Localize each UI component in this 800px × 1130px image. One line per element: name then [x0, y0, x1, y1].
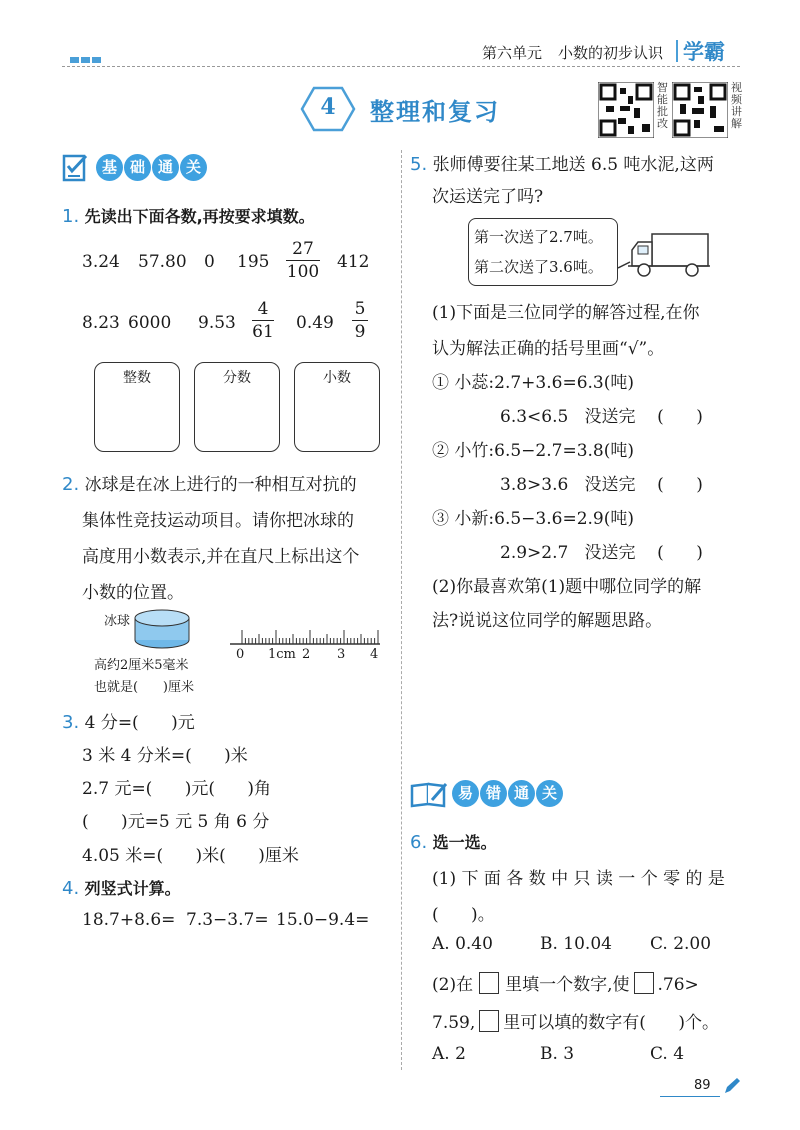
- q6-option[interactable]: C. 4: [650, 1044, 685, 1064]
- q6-part1: (1) 下 面 各 数 中 只 读 一 个 零 的 是: [432, 869, 725, 889]
- q2-line: 小数的位置。: [82, 583, 184, 603]
- q4-expression: 15.0−9.4=: [276, 910, 370, 930]
- header-rule: [62, 66, 740, 67]
- q1-number: 195: [237, 252, 270, 272]
- header-unit: 第六单元: [482, 44, 543, 62]
- fraction-box[interactable]: 分数: [194, 362, 280, 452]
- q6-prompt: 6. 选一选。: [410, 832, 497, 853]
- q6-part2-line1: (2)在 里填一个数字,使 .76>: [432, 970, 699, 995]
- digit-box[interactable]: [479, 972, 499, 994]
- section-mistake-char: 易: [452, 780, 479, 807]
- q5-line: 5. 张师傅要往某工地送 6.5 吨水泥,这两: [410, 154, 714, 175]
- title-number: 4: [320, 94, 336, 120]
- ruler-label: 2: [302, 647, 311, 662]
- puck-label: 冰球: [104, 614, 131, 629]
- ruler-label: 0: [236, 647, 245, 662]
- ruler-label: 4: [370, 647, 379, 662]
- pencil-icon: [722, 1076, 742, 1096]
- integer-box[interactable]: 整数: [94, 362, 180, 452]
- q6-option[interactable]: C. 2.00: [650, 934, 712, 954]
- q5-solution-xiaorui: ① 小蕊:2.7+3.6=6.3(吨): [432, 373, 634, 393]
- q5-part1: 认为解法正确的括号里画“√”。: [432, 339, 665, 359]
- q1-fraction: $\frac{4}{61}$: [252, 299, 274, 342]
- book-pencil-icon: [410, 780, 448, 808]
- q3-line: 2.7 元=( )元( )角: [82, 779, 272, 799]
- digit-box[interactable]: [479, 1010, 499, 1032]
- q5-solution-xiaoxin: ③ 小新:6.5−3.6=2.9(吨): [432, 509, 634, 529]
- q1-number: 0: [204, 252, 215, 272]
- q5-answer-blank[interactable]: 2.9>2.7 没送完 ( ): [500, 543, 703, 563]
- digit-box[interactable]: [634, 972, 654, 994]
- q6-part1-blank[interactable]: ( )。: [432, 905, 495, 925]
- q1-fraction: $\frac{27}{100}$: [286, 239, 320, 282]
- q6-part2-line2: 7.59, 里可以填的数字有( )个。: [432, 1008, 719, 1033]
- q5-solution-xiaozhu: ② 小竹:6.5−2.7=3.8(吨): [432, 441, 634, 461]
- q6-option[interactable]: A. 0.40: [432, 934, 493, 954]
- section-mistake-char: 关: [536, 780, 563, 807]
- section-basic-char: 通: [152, 154, 179, 181]
- q1-number: 412: [337, 252, 370, 272]
- q1-number: 9.53: [198, 313, 236, 333]
- q1-fraction: $\frac{5}{9}$: [352, 298, 368, 343]
- q3-line: 3 米 4 分米=( )米: [82, 746, 248, 766]
- q3-line: 3. 4 分=( )元: [62, 712, 195, 733]
- q5-answer-blank[interactable]: 6.3<6.5 没送完 ( ): [500, 407, 703, 427]
- q5-part2: 法?说说这位同学的解题思路。: [432, 611, 663, 631]
- column-divider: [401, 150, 402, 1070]
- q6-option[interactable]: A. 2: [432, 1044, 466, 1064]
- q3-line: ( )元=5 元 5 角 6 分: [82, 812, 270, 832]
- qr-video-label: 视频讲解: [731, 81, 742, 130]
- q1-number: 3.24: [82, 252, 120, 272]
- q3-line: 4.05 米=( )米( )厘米: [82, 846, 299, 866]
- checklist-icon: [62, 152, 92, 182]
- brand-logo: 学霸: [683, 40, 725, 64]
- q2-line: 2. 冰球是在冰上进行的一种相互对抗的: [62, 474, 357, 495]
- q2-line: 集体性竞技运动项目。请你把冰球的: [82, 511, 354, 531]
- section-basic-char: 关: [180, 154, 207, 181]
- section-basic-char: 础: [124, 154, 151, 181]
- header-topic: 小数的初步认识: [558, 44, 664, 62]
- qr-grading-label: 智能批改: [657, 81, 668, 130]
- q4-expression: 18.7+8.6=: [82, 910, 176, 930]
- q4-prompt: 4. 列竖式计算。: [62, 878, 181, 899]
- ruler[interactable]: [228, 626, 382, 646]
- q5-part1: (1)下面是三位同学的解答过程,在你: [432, 303, 700, 323]
- q6-option[interactable]: B. 3: [540, 1044, 575, 1064]
- q1-number: 0.49: [296, 313, 334, 333]
- hockey-puck-image: [132, 606, 192, 650]
- puck-height-text: 高约2厘米5毫米: [94, 658, 189, 673]
- ruler-label: 3: [337, 647, 346, 662]
- bubble-text: 第二次送了3.6吨。: [474, 258, 603, 276]
- q1-prompt: 1. 先读出下面各数,再按要求填数。: [62, 206, 315, 227]
- header-divider: [676, 40, 678, 62]
- ruler-label: 1cm: [268, 647, 296, 662]
- section-mistake-char: 通: [508, 780, 535, 807]
- q5-part2: (2)你最喜欢第(1)题中哪位同学的解: [432, 577, 702, 597]
- q5-line: 次运送完了吗?: [432, 187, 544, 207]
- q1-number: 57.80: [138, 252, 187, 272]
- page-title: 整理和复习: [370, 98, 500, 126]
- header-squares: [70, 48, 101, 67]
- section-mistake-char: 错: [480, 780, 507, 807]
- bubble-text: 第一次送了2.7吨。: [474, 228, 603, 246]
- q4-expression: 7.3−3.7=: [186, 910, 269, 930]
- qr-code-grading[interactable]: [598, 82, 654, 138]
- page-number: 89: [694, 1078, 711, 1093]
- decimal-box[interactable]: 小数: [294, 362, 380, 452]
- q2-line: 高度用小数表示,并在直尺上标出这个: [82, 547, 360, 567]
- q1-number: 6000: [128, 313, 172, 333]
- qr-code-video[interactable]: [672, 82, 728, 138]
- q1-number: 8.23: [82, 313, 120, 333]
- section-basic-char: 基: [96, 154, 123, 181]
- puck-answer-blank[interactable]: 也就是( )厘米: [94, 680, 194, 695]
- footer-rule: [660, 1096, 720, 1097]
- truck-icon: [618, 228, 714, 282]
- q6-option[interactable]: B. 10.04: [540, 934, 612, 954]
- q5-answer-blank[interactable]: 3.8>3.6 没送完 ( ): [500, 475, 703, 495]
